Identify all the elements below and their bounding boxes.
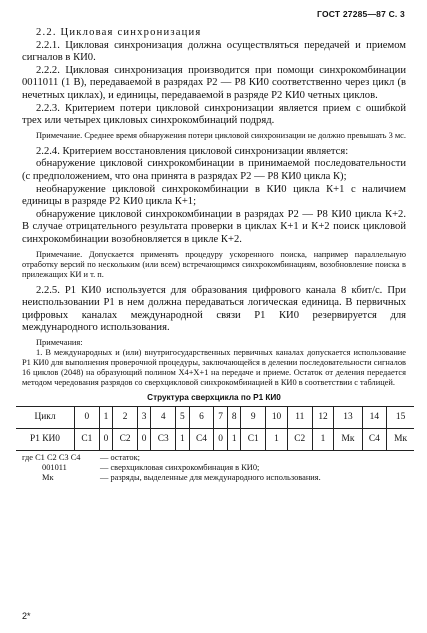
legend-key: 001011 xyxy=(42,463,67,473)
table-cell: 8 xyxy=(227,406,241,428)
table-cell: 11 xyxy=(287,406,312,428)
paragraph-2-2-1: 2.2.1. Цикловая синхронизация должна осуществляться передачей и приемом сигналов в КИ0. xyxy=(22,39,406,64)
table-caption: Структура сверхцикла по Р1 КИ0 xyxy=(147,392,281,402)
table-cell: Цикл xyxy=(16,406,75,428)
table-cell: С2 xyxy=(287,428,312,450)
table-cell: 6 xyxy=(189,406,214,428)
table-cell: 4 xyxy=(151,406,176,428)
table-cell: 0 xyxy=(99,428,113,450)
table-cell: 7 xyxy=(214,406,228,428)
table-cell: Мк xyxy=(334,428,362,450)
note-2: Примечание. Допускается применять процедуру ускоренного поиска, например параллельную отработку версий по нескольким (или всем) встречающимся синхрокомбинациям, возобновление поиска в прилежащих КИ и т. п. xyxy=(22,249,406,279)
legend-key: где С1 С2 С3 С4 xyxy=(22,452,81,462)
table-cell: 9 xyxy=(241,406,266,428)
page-number: 2* xyxy=(22,611,31,621)
table-cell: 1 xyxy=(312,428,334,450)
table-cell: 0 xyxy=(214,428,228,450)
paragraph-2-2-3: 2.2.3. Критерием потери цикловой синхронизации является прием с ошибкой трех или четырех цикловых синхрокомбинаций подряд. xyxy=(22,102,406,127)
page-header: ГОСТ 27285—87 С. 3 xyxy=(317,9,405,19)
notes-heading: Примечания: xyxy=(36,337,83,347)
legend-row xyxy=(22,473,406,483)
table-cell: С4 xyxy=(362,428,387,450)
table-cell: 3 xyxy=(137,406,151,428)
paragraph-2-2-4: 2.2.4. Критерием восстановления цикловой синхронизации является: xyxy=(36,145,349,157)
criterion-1: обнаружение цикловой синхрокомбинации в принимаемой последовательности (с предположением, что она принята в разрядах Р2 — Р8 КИ0 цикла К); xyxy=(22,158,406,182)
table-cell: 0 xyxy=(75,406,100,428)
section-title: 2.2. Цикловая синхронизация xyxy=(36,27,202,38)
note-3: 1. В международных и (или) внутригосударственных первичных каналах допускается использование Р1 КИ0 для выполнения проверочной процедуры, заключающейся в делении последовательности сигналов 16 циклов (2048) на образующий полином X4+X+1 на передаче и приеме. Остаток от деления передается методом чередования разрядов со сверхцикловой синхрокомбинацией в КИ0 в соответствии с таблицей. xyxy=(22,347,406,387)
table-cell: 13 xyxy=(334,406,362,428)
table-legend xyxy=(22,453,406,484)
table-cell: 5 xyxy=(176,406,190,428)
legend-value: — сверхцикловая синхрокомбинация в КИ0; xyxy=(100,463,260,473)
table-cell: С1 xyxy=(75,428,100,450)
table-cell: 12 xyxy=(312,406,334,428)
criterion-3: обнаружение цикловой синхрокомбинации в разрядах Р2 — Р8 КИ0 цикла К+2. В случае отрицательного результата проверки в циклах К+1 и К+2 поиск цикловой синхрокомбинации возобновляется в цикле К+2. xyxy=(22,208,406,245)
legend-value: — остаток; xyxy=(100,452,140,462)
table-cell: С4 xyxy=(189,428,214,450)
table-cell: С3 xyxy=(151,428,176,450)
table-cell: 1 xyxy=(227,428,241,450)
legend-row xyxy=(22,453,406,463)
legend-value: — разряды, выделенные для международного использования. xyxy=(100,473,321,483)
table-cell: Мк xyxy=(387,428,414,450)
note-1: Примечание. Среднее время обнаружения потери цикловой синхронизации не должно превышать 3 мс. xyxy=(36,130,406,140)
table-cell: С2 xyxy=(113,428,138,450)
table-cell: 1 xyxy=(99,406,113,428)
table-cell: 1 xyxy=(266,428,288,450)
table-row xyxy=(16,428,414,450)
table-cell: Р1 КИ0 xyxy=(16,428,75,450)
criterion-2: необнаружение цикловой синхрокомбинации в КИ0 цикла К+1 с наличием единицы в разряде Р2 КИ0 цикла К+1; xyxy=(22,183,406,208)
table-cell: 1 xyxy=(176,428,190,450)
paragraph-2-2-5: 2.2.5. Р1 КИ0 используется для образования цифрового канала 8 кбит/с. При неиспользовании Р1 в нем должна передаваться логическая единица. В первичных цифровых каналах международной связи Р1 КИ0 резервируется для международного использования. xyxy=(22,284,406,334)
legend-row xyxy=(22,463,406,473)
table-cell: 14 xyxy=(362,406,387,428)
legend-key: Мк xyxy=(42,473,54,483)
table-cell: 0 xyxy=(137,428,151,450)
table-cell: С1 xyxy=(241,428,266,450)
table-cell: 10 xyxy=(266,406,288,428)
document-body xyxy=(22,27,406,483)
table-cell: 2 xyxy=(113,406,138,428)
paragraph-2-2-2: 2.2.2. Цикловая синхронизация производится при помощи синхрокомбинации 0011011 (1 В), передаваемой в разрядах Р2 — Р8 КИ0 соответственно через цикл (в нечетных циклах), и единицы, передаваемой в разряде Р2 КИ0 четных циклов. xyxy=(22,64,406,101)
table-cell: 15 xyxy=(387,406,414,428)
table-header-row xyxy=(16,406,414,428)
superframe-table xyxy=(16,406,414,451)
